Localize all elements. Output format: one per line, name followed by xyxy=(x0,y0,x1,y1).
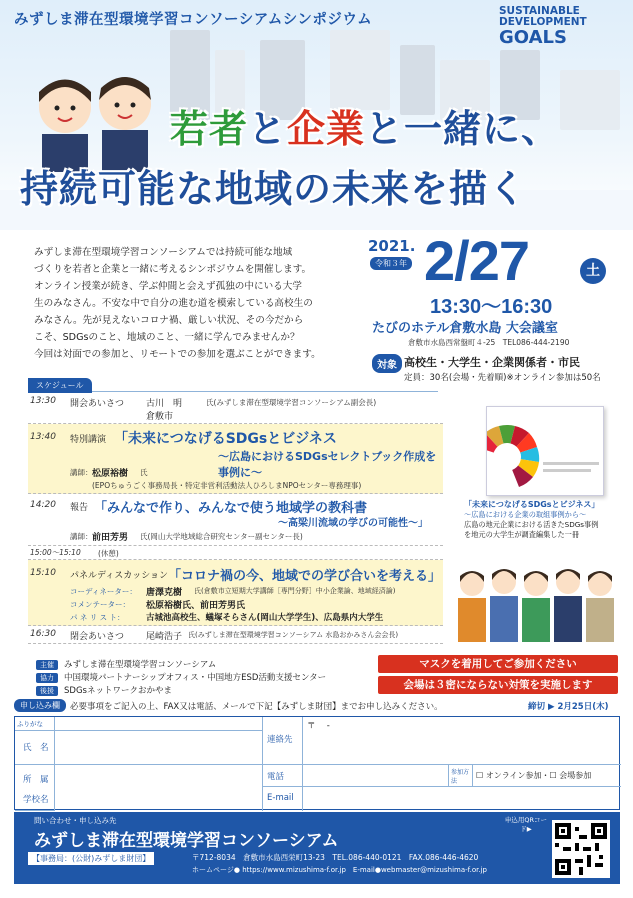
schedule-row-panel: 15:10 パネルディスカッション 「コロナ禍の今、地域での学び合いを考える」 コーディネーター： 唐澤克樹 氏(倉敷市立短期大学講師［専門分野］中小企業論、地域経済論) コメンテーター： 松原裕樹氏、前田芳男氏 パ ネ リ ス ト： 古城池高校生、蟻塚そらさん(岡山大学学生)、広島県内大学生 xyxy=(28,560,443,626)
name-input[interactable] xyxy=(55,731,263,765)
schedule-row-keynote: 13:40 特別講演 「未来につなげるSDGsとビジネス ～広島におけるSDGsセレクトブック作成を事例に～ 講師： 松原裕樹 氏 (EPOちゅうごく事務局長・特定非営利活動法人ひろしまNPOセンター専務理事) xyxy=(28,424,443,494)
footer xyxy=(14,812,620,884)
target-audience: 高校生・大学生・企業関係者・市民 xyxy=(404,356,580,369)
sdg-wheel-icon xyxy=(487,407,605,497)
phone-input[interactable] xyxy=(303,765,449,787)
schedule-row-opening: 13:30 開会あいさつ 古川 明 氏(みずしま滞在型環境学習コンソーシアム副会長) 倉敷市 xyxy=(28,394,443,424)
reiwa-badge: 令和３年 xyxy=(370,257,412,270)
target-badge: 対象 xyxy=(372,354,402,373)
email-input[interactable] xyxy=(303,787,621,811)
phone-label: 電話 xyxy=(263,765,303,787)
email-label: E-mail xyxy=(263,787,303,811)
qr-code-icon[interactable] xyxy=(552,820,610,878)
event-time: 13:30～16:30 xyxy=(430,296,553,318)
organizer-cooperation: 協力 中国環境パートナーシップオフィス・中国地方ESD活動支援センター xyxy=(36,671,326,683)
organizer-host: 主催 みずしま滞在型環境学習コンソーシアム xyxy=(36,658,216,670)
furigana-label: ふりがな xyxy=(15,717,55,731)
intro-text: みずしま滞在型環境学習コンソーシアムでは持続可能な地域 づくりを若者と企業と一緒に考えるシンポジウムを開催します。 オンライン授業が続き、学ぶ仲間と会えず孤独の中にいる大学 生のみなさん。不安な中で自分の進む道を模索している高校生の みなさん。先が見えないコロナ禍、厳しい状況、その今だから こそ、SDGsのこと、地域のこと、一緒に学んでみませんか？ 今回は対面での参加と、リモートでの参加を選ぶことができます。 xyxy=(34,247,321,360)
notice-distancing: 会場は３密にならない対策を実施します xyxy=(378,676,618,694)
schedule-label: スケジュール xyxy=(28,378,92,393)
schedule-row-closing: 16:30 閉会あいさつ 尾崎浩子 氏(みずしま滞在型環境学習コンソーシアム 水島おかみさん会会長) xyxy=(28,626,443,644)
footer-org-name: みずしま滞在型環境学習コンソーシアム xyxy=(34,831,339,851)
affiliation-label: 所 属 学校名 xyxy=(15,765,55,811)
deadline: 締切 ▶ 2月25日(木) xyxy=(528,702,609,712)
qr-label: 申込用QRコード▶ xyxy=(504,816,548,833)
schedule-row-report: 14:20 報告 「みんなで作り、みんなで使う地域学の教科書 ～高梁川流域の学びの可能性～」 講師： 前田芳男 氏(岡山大学地域総合研究センター副センター長) xyxy=(28,494,443,546)
contact-label: 連絡先 xyxy=(263,717,303,765)
book-cover xyxy=(486,406,604,496)
capacity-text: 定員：30名(会場・先着順)※オンライン参加は50名 xyxy=(404,373,601,383)
postal-input[interactable]: 〒 - xyxy=(303,717,621,765)
participants-illustration xyxy=(452,560,622,642)
series-title: みずしま滞在型環境学習コンソーシアムシンポジウム xyxy=(14,12,373,28)
event-year: 2021. xyxy=(368,237,416,255)
sdg-logo: SUSTAINABLE DEVELOPMENT GOALS xyxy=(499,5,587,48)
inquiry-label: 問い合わせ・申し込み先 xyxy=(34,816,117,825)
affiliation-input[interactable] xyxy=(55,765,263,811)
event-date: 2/27 xyxy=(424,229,529,292)
students-illustration xyxy=(20,62,170,172)
form-instructions: 必要事項をご記入の上、FAX又は電話、メールで下記【みずしま財団】までお申し込みください。 xyxy=(70,702,443,712)
footer-web[interactable]: ホームページ● https://www.mizushima-f.or.jp E-mail●webmaster@mizushima-f.or.jp xyxy=(192,866,487,874)
method-label: 参加方法 xyxy=(449,765,473,787)
method-checkboxes[interactable]: ☐ オンライン参加・☐ 会場参加 xyxy=(473,765,621,787)
venue-address: 倉敷市水島西常盤町４-25 TEL086-444-2190 xyxy=(408,338,570,347)
book-caption: 「未来につなげるSDGsとビジネス」 ～広島における企業の取組事例から～ 広島の地元企業における活きたSDGs事例 を地元の大学生が調査編集した一冊 xyxy=(464,500,600,539)
form-tag: 申し込み欄 xyxy=(14,699,66,712)
furigana-input[interactable] xyxy=(55,717,263,731)
footer-address: 〒712-8034 倉敷市水島西栄町13-23 TEL.086-440-0121 FAX.086-446-4620 xyxy=(192,853,479,862)
main-title-line2: 持続可能な地域の未来を描く xyxy=(20,167,528,211)
organizer-support: 後援 SDGsネットワークおかやま xyxy=(36,684,172,696)
event-venue: たびのホテル倉敷水島 大会議室 xyxy=(372,321,558,336)
notice-mask: マスクを着用してご参加ください xyxy=(378,655,618,673)
footer-office: 【事務局：(公財)みずしま財団】 xyxy=(28,852,154,865)
application-form xyxy=(14,716,620,810)
main-title-line1: 若者と企業と一緒に、 xyxy=(170,107,561,151)
schedule-row-break: 15:00～15:10 (休憩) xyxy=(28,546,443,560)
name-label: 氏 名 xyxy=(15,731,55,765)
day-of-week-badge: 土 xyxy=(580,258,606,284)
